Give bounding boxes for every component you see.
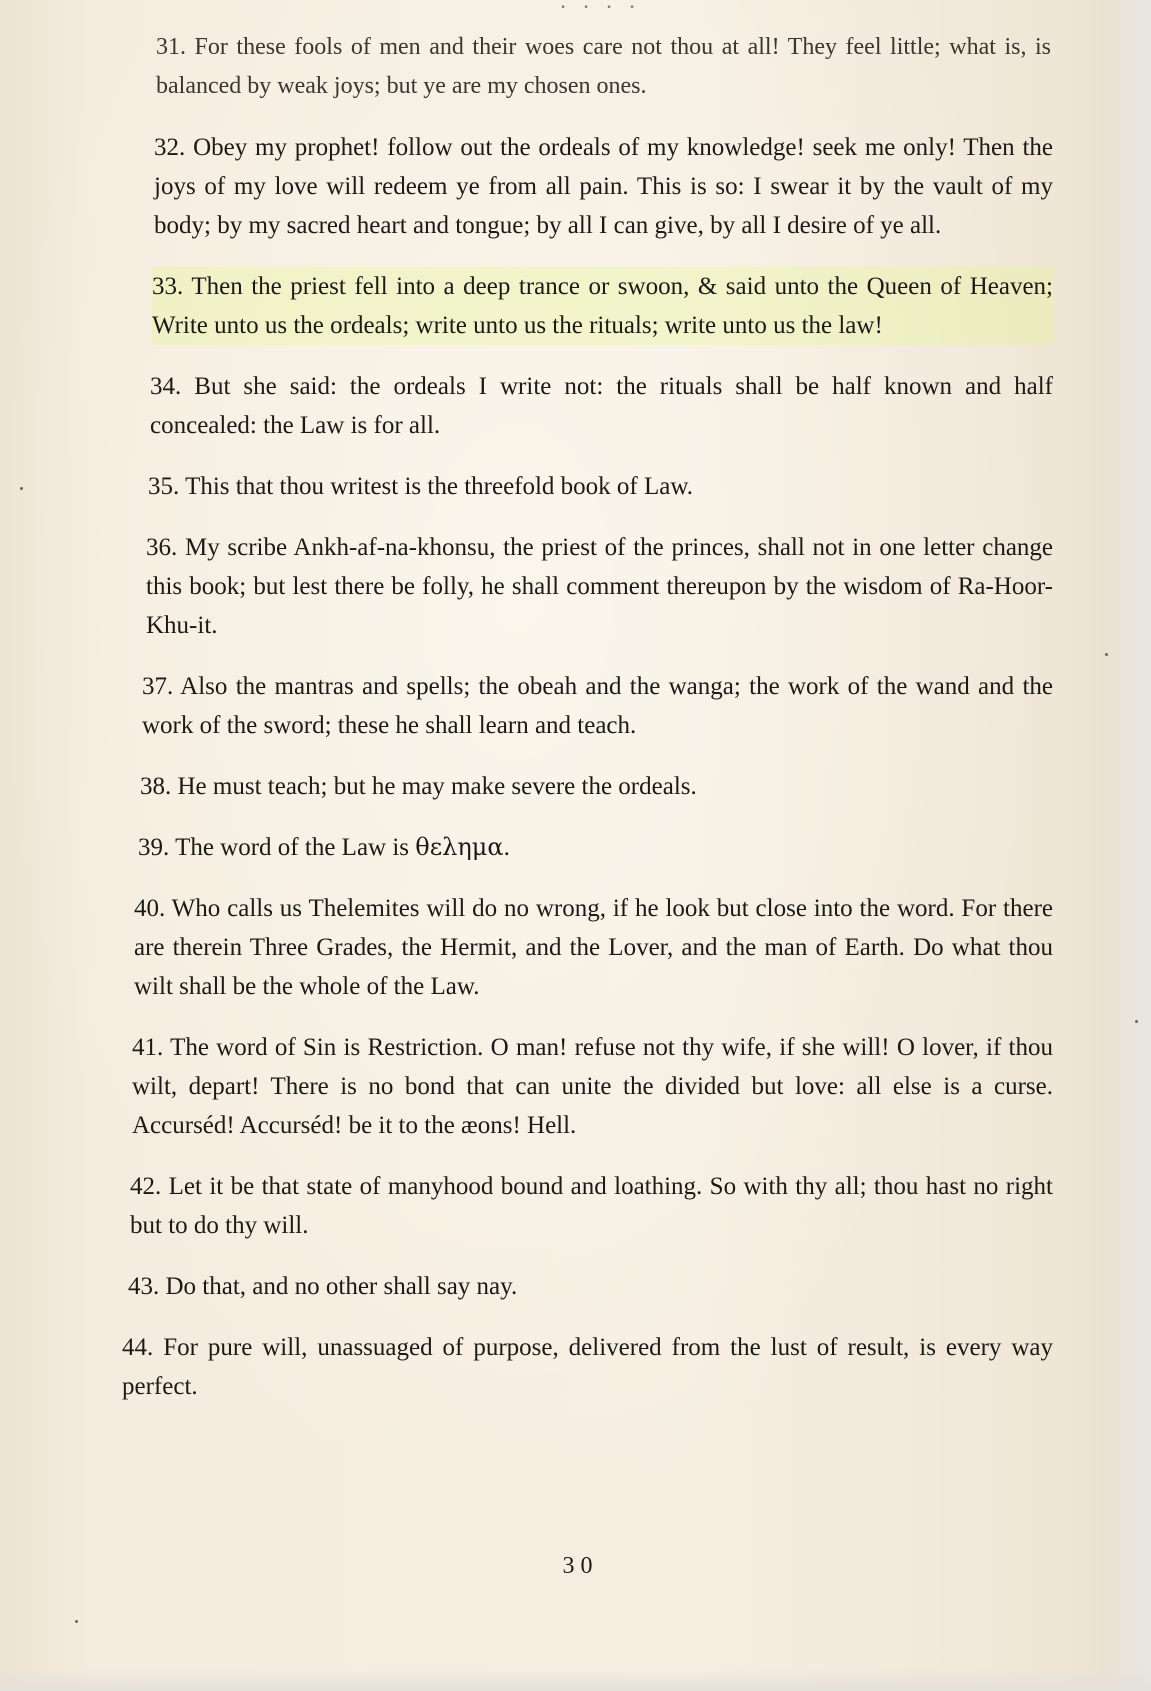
- verse-37: [142, 667, 1053, 745]
- verse-number: 39.: [138, 834, 170, 861]
- verse-list: [122, 28, 1054, 1428]
- verse-number: 37.: [142, 673, 174, 700]
- verse-33: [152, 267, 1053, 345]
- verse-text: But she said: the ordeals I write not: the rituals shall be half known and half concealed: the Law is for all.: [150, 373, 1054, 439]
- verse-number: 35.: [148, 473, 180, 500]
- verse-32: [154, 128, 1053, 245]
- greek-word: θελημα: [415, 833, 504, 861]
- verse-text: Let it be that state of manyhood bound and loathing. So with thy all; thou hast no right but to do thy will.: [130, 1173, 1054, 1239]
- verse-text: For pure will, unassuaged of purpose, delivered from the lust of result, is every way perfect.: [122, 1334, 1053, 1400]
- paper-speck: [20, 487, 23, 490]
- verse-number: 44.: [122, 1334, 154, 1361]
- verse-31: [156, 28, 1051, 106]
- verse-number: 33.: [152, 273, 184, 300]
- verse-text: The word of Sin is Restriction. O man! refuse not thy wife, if she will! O lover, if thou wilt, depart! There is no bond that can unite the divided but love: all else is a curse. Accurséd! Accurséd! be it to the æons! Hell.: [132, 1034, 1053, 1139]
- verse-38: [140, 767, 1053, 806]
- verse-number: 41.: [132, 1034, 164, 1061]
- verse-text: Obey my prophet! follow out the ordeals of my knowledge! seek me only! Then the joys of my love will redeem ye from all pain. This is so: I swear it by the vault of my body; by my sacred heart and tongue; by all I can give, by all I desire of ye all.: [154, 134, 1053, 239]
- verse-text: Then the priest fell into a deep trance or swoon, & said unto the Queen of Heaven; Write unto us the ordeals; write unto us the rituals; write unto us the law!: [152, 273, 1053, 339]
- verse-35: [148, 467, 1053, 506]
- verse-34: [150, 367, 1053, 445]
- verse-number: 32.: [154, 134, 186, 161]
- verse-number: 42.: [130, 1173, 162, 1200]
- verse-number: 36.: [146, 534, 178, 561]
- page-number: 30: [562, 1553, 599, 1579]
- verse-number: 38.: [140, 773, 172, 800]
- page-edge-shadow: [1103, 0, 1151, 1691]
- verse-punctuation: .: [503, 834, 510, 861]
- page-bottom-shadow: [0, 1669, 1151, 1691]
- verse-text: This that thou writest is the threefold book of Law.: [185, 473, 694, 500]
- paper-speck: [75, 1620, 78, 1623]
- verse-text: My scribe Ankh-af-na-khonsu, the priest of the princes, shall not in one letter change this book; but lest there be folly, he shall comment thereupon by the wisdom of Ra-Hoor-Khu-it.: [146, 534, 1054, 639]
- verse-41: [132, 1028, 1053, 1145]
- verse-42: [130, 1167, 1053, 1245]
- verse-text: Also the mantras and spells; the obeah and the wanga; the work of the wand and the work of the sword; these he shall learn and teach.: [142, 673, 1053, 739]
- verse-number: 34.: [150, 373, 182, 400]
- verse-43: [128, 1267, 1053, 1306]
- verse-39: [138, 828, 1053, 867]
- verse-36: [146, 528, 1053, 645]
- verse-number: 43.: [128, 1273, 160, 1300]
- verse-text: For these fools of men and their woes care not thou at all! They feel little; what is, is balanced by weak joys; but ye are my chosen ones.: [156, 34, 1051, 99]
- verse-40: [134, 889, 1053, 1006]
- paper-speck: [1135, 1020, 1138, 1023]
- verse-text: The word of the Law is: [175, 834, 410, 861]
- verse-number: 31.: [156, 34, 186, 60]
- verse-text: Do that, and no other shall say nay.: [165, 1273, 518, 1300]
- cropped-running-header: · · · ·: [560, 0, 641, 19]
- verse-number: 40.: [134, 895, 166, 922]
- paper-speck: [1105, 653, 1108, 656]
- verse-text: He must teach; but he may make severe the ordeals.: [177, 773, 697, 800]
- verse-text: Who calls us Thelemites will do no wrong, if he look but close into the word. For there are therein Three Grades, the Hermit, and the Lover, and the man of Earth. Do what thou wilt shall be the whole of the Law.: [134, 895, 1053, 1000]
- verse-44: [122, 1328, 1053, 1406]
